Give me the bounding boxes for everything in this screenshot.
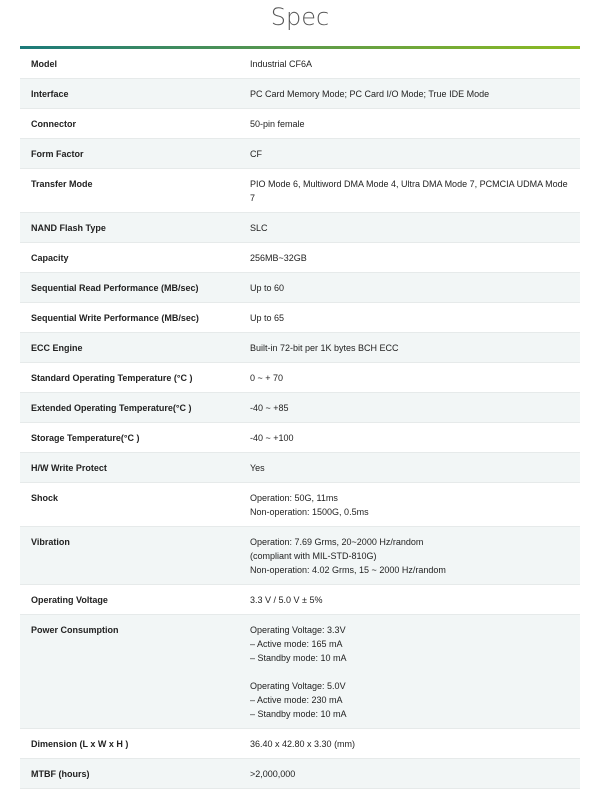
spec-row <box>20 423 580 453</box>
spec-value: -40 ~ +100 <box>250 433 294 443</box>
spec-row <box>20 49 580 79</box>
spec-row <box>20 169 580 213</box>
spec-label: Sequential Write Performance (MB/sec) <box>31 313 199 323</box>
spec-row <box>20 333 580 363</box>
spec-row <box>20 527 580 585</box>
spec-value: Up to 60 <box>250 283 285 293</box>
spec-label: Model <box>31 59 57 69</box>
spec-row <box>20 79 580 109</box>
spec-value: Operation: 7.69 Grms, 20~2000 Hz/random (compliant with MIL-STD-810G) Non-operation: 4.02 Grms, 15 ~ 2000 Hz/random <box>250 537 446 575</box>
spec-value: 50-pin female <box>250 119 305 129</box>
spec-row <box>20 585 580 615</box>
spec-row <box>20 213 580 243</box>
spec-row <box>20 453 580 483</box>
spec-row <box>20 483 580 527</box>
spec-label: Transfer Mode <box>31 179 93 189</box>
spec-label: NAND Flash Type <box>31 223 106 233</box>
spec-label: Standard Operating Temperature (°C ) <box>31 373 193 383</box>
spec-value: 36.40 x 42.80 x 3.30 (mm) <box>250 739 356 749</box>
spec-label: Dimension (L x W x H ) <box>31 739 129 749</box>
spec-value: Up to 65 <box>250 313 285 323</box>
spec-value: PIO Mode 6, Multiword DMA Mode 4, Ultra DMA Mode 7, PCMCIA UDMA Mode 7 <box>250 179 568 203</box>
spec-value: SLC <box>250 223 268 233</box>
spec-value: 0 ~ + 70 <box>250 373 284 383</box>
spec-value: Operating Voltage: 3.3V – Active mode: 165 mA – Standby mode: 10 mA Operating Voltage: 5.0V – Active mode: 230 mA – Standby mode: 10 mA <box>250 625 347 719</box>
spec-label: Vibration <box>31 537 70 547</box>
spec-label: Capacity <box>31 253 69 263</box>
spec-label: Connector <box>31 119 76 129</box>
spec-row <box>20 109 580 139</box>
spec-label: Extended Operating Temperature(°C ) <box>31 403 192 413</box>
spec-value: >2,000,000 <box>250 769 296 779</box>
spec-label: Operating Voltage <box>31 595 108 605</box>
spec-value: 3.3 V / 5.0 V ± 5% <box>250 595 323 605</box>
spec-row <box>20 139 580 169</box>
spec-value: Operation: 50G, 11ms Non-operation: 1500G, 0.5ms <box>250 493 369 517</box>
spec-value: Built-in 72-bit per 1K bytes BCH ECC <box>250 343 399 353</box>
spec-row <box>20 615 580 729</box>
spec-label: Storage Temperature(°C ) <box>31 433 140 443</box>
spec-label: ECC Engine <box>31 343 83 353</box>
spec-row <box>20 393 580 423</box>
spec-row <box>20 729 580 759</box>
spec-value: CF <box>250 149 262 159</box>
spec-row <box>20 363 580 393</box>
spec-row <box>20 243 580 273</box>
spec-label: Sequential Read Performance (MB/sec) <box>31 283 199 293</box>
spec-label: H/W Write Protect <box>31 463 107 473</box>
spec-row <box>20 759 580 789</box>
spec-value: Yes <box>250 463 265 473</box>
spec-label: Interface <box>31 89 69 99</box>
spec-value: 256MB~32GB <box>250 253 307 263</box>
spec-value: PC Card Memory Mode; PC Card I/O Mode; True IDE Mode <box>250 89 490 99</box>
spec-label: Power Consumption <box>31 625 119 635</box>
page-title: Spec <box>270 3 330 31</box>
spec-label: Form Factor <box>31 149 84 159</box>
spec-row <box>20 303 580 333</box>
spec-table <box>20 49 580 789</box>
spec-label: MTBF (hours) <box>31 769 90 779</box>
spec-label: Shock <box>31 493 59 503</box>
spec-value: -40 ~ +85 <box>250 403 289 413</box>
spec-row <box>20 273 580 303</box>
spec-value: Industrial CF6A <box>250 59 313 69</box>
